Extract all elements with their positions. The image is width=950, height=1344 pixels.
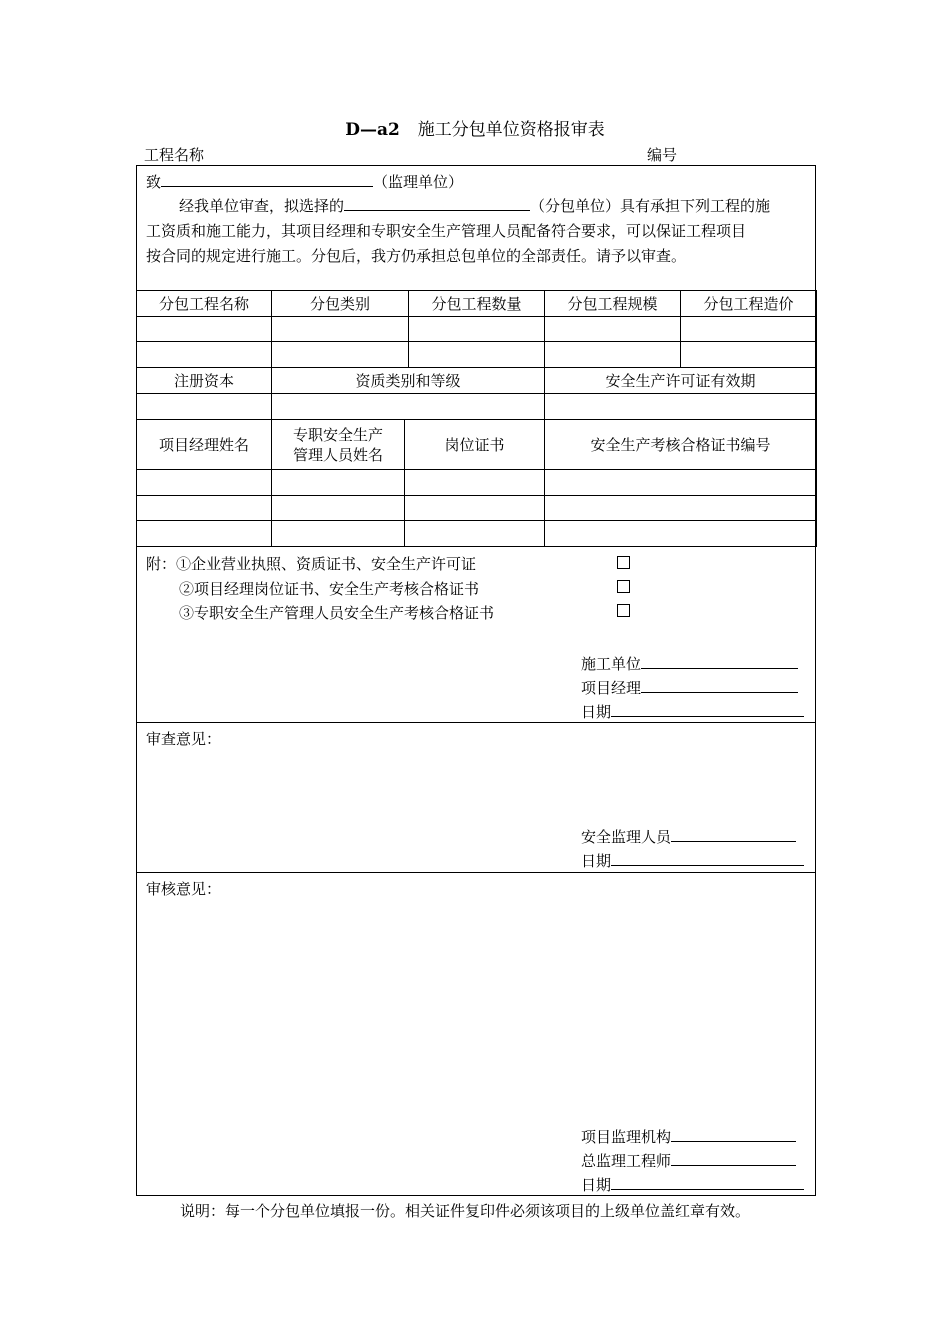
table-cell[interactable] xyxy=(409,342,545,368)
table-cell[interactable] xyxy=(545,342,681,368)
letter-line2: 工资质和施工能力，其项目经理和专职安全生产管理人员配备符合要求，可以保证工程项目 xyxy=(146,222,747,240)
sign-construction-unit-label: 施工单位 xyxy=(581,655,642,673)
header-subcontract-name: 分包工程名称 xyxy=(137,291,272,317)
table-cell[interactable] xyxy=(405,521,545,547)
letter-line1-b: （分包单位）具有承担下列工程的施 xyxy=(530,197,771,215)
form-title xyxy=(0,115,950,140)
table-cell[interactable] xyxy=(405,470,545,496)
chief-engineer-field[interactable] xyxy=(671,1151,796,1166)
attachments-prefix: 附： xyxy=(146,555,177,573)
table-cell[interactable] xyxy=(681,342,817,368)
header-subcontract-scale: 分包工程规模 xyxy=(545,291,681,317)
table-cell[interactable] xyxy=(137,496,272,521)
header-safety-staff-name xyxy=(272,420,405,470)
header-qualification-grade: 资质类别和等级 xyxy=(272,368,545,394)
table-cell[interactable] xyxy=(405,496,545,521)
safety-supervisor-label: 安全监理人员 xyxy=(581,828,672,846)
sign-date-label: 日期 xyxy=(581,703,612,721)
to-prefix: 致 xyxy=(146,173,162,191)
table-cell[interactable] xyxy=(545,394,817,420)
supervision-org-label: 项目监理机构 xyxy=(581,1128,672,1146)
attachment-item-2: ②项目经理岗位证书、安全生产考核合格证书 xyxy=(179,580,480,598)
table-cell[interactable] xyxy=(272,496,405,521)
attachment-checkbox-1[interactable] xyxy=(617,556,630,569)
attachment-item-3: ③专职安全生产管理人员安全生产考核合格证书 xyxy=(179,604,495,622)
sign-project-manager-label: 项目经理 xyxy=(581,679,642,697)
project-manager-field[interactable] xyxy=(641,678,798,693)
table-cell[interactable] xyxy=(272,470,405,496)
table-cell[interactable] xyxy=(137,394,272,420)
table-cell[interactable] xyxy=(137,317,272,342)
footnote: 说明：每一个分包单位填报一份。相关证件复印件必须该项目的上级单位盖红章有效。 xyxy=(180,1202,751,1220)
header-position-certificate: 岗位证书 xyxy=(405,420,545,470)
header-registered-capital: 注册资本 xyxy=(137,368,272,394)
letter-line1-a: 经我单位审查，拟选择的 xyxy=(179,197,345,215)
header-safety-cert-number: 安全生产考核合格证书编号 xyxy=(545,420,817,470)
review-section xyxy=(137,723,815,872)
attachment-checkbox-3[interactable] xyxy=(617,604,630,617)
supervisor-unit-field[interactable] xyxy=(161,172,373,187)
review-date-label: 日期 xyxy=(581,852,612,870)
supervision-org-field[interactable] xyxy=(671,1127,796,1142)
date-field[interactable] xyxy=(611,702,804,717)
attachments-section xyxy=(137,547,815,722)
table-cell[interactable] xyxy=(545,496,817,521)
letter-section xyxy=(137,166,815,290)
header-safety-license-validity: 安全生产许可证有效期 xyxy=(545,368,817,394)
safety-supervisor-field[interactable] xyxy=(671,827,796,842)
table-cell[interactable] xyxy=(272,394,545,420)
attachment-checkbox-2[interactable] xyxy=(617,580,630,593)
project-name-label: 工程名称 xyxy=(144,146,205,164)
letter-line3: 按合同的规定进行施工。分包后，我方仍承担总包单位的全部责任。请予以审查。 xyxy=(146,247,687,265)
to-suffix: （监理单位） xyxy=(373,173,464,191)
table-cell[interactable] xyxy=(272,317,409,342)
audit-date-field[interactable] xyxy=(611,1175,804,1190)
chief-engineer-label: 总监理工程师 xyxy=(581,1152,672,1170)
review-label: 审查意见： xyxy=(146,730,222,748)
table-cell[interactable] xyxy=(545,470,817,496)
qualification-table xyxy=(136,367,817,420)
audit-date-label: 日期 xyxy=(581,1176,612,1194)
table-cell[interactable] xyxy=(137,521,272,547)
construction-unit-field[interactable] xyxy=(641,654,798,669)
header-subcontract-quantity: 分包工程数量 xyxy=(409,291,545,317)
form-frame xyxy=(136,165,816,1196)
form-title-text: 施工分包单位资格报审表 xyxy=(417,120,605,140)
attachment-item-1: ①企业营业执照、资质证书、安全生产许可证 xyxy=(176,555,477,573)
table-cell[interactable] xyxy=(272,342,409,368)
table-cell[interactable] xyxy=(272,521,405,547)
table-cell[interactable] xyxy=(545,521,817,547)
number-label: 编号 xyxy=(647,146,678,164)
header-safety-staff-line1: 专职安全生产 xyxy=(292,425,383,444)
header-subcontract-type: 分包类别 xyxy=(272,291,409,317)
table-cell[interactable] xyxy=(681,317,817,342)
subcontractor-field[interactable] xyxy=(344,196,530,211)
table-cell[interactable] xyxy=(409,317,545,342)
table-cell[interactable] xyxy=(137,342,272,368)
header-manager-name: 项目经理姓名 xyxy=(137,420,272,470)
header-safety-staff-line2: 管理人员姓名 xyxy=(292,445,383,464)
review-date-field[interactable] xyxy=(611,851,804,866)
subcontract-table xyxy=(136,290,817,368)
table-cell[interactable] xyxy=(545,317,681,342)
audit-section xyxy=(137,873,815,1195)
audit-label: 审核意见： xyxy=(146,880,222,898)
form-code: D—a2 xyxy=(345,120,400,140)
header-subcontract-cost: 分包工程造价 xyxy=(681,291,817,317)
table-cell[interactable] xyxy=(137,470,272,496)
personnel-table xyxy=(136,419,817,547)
